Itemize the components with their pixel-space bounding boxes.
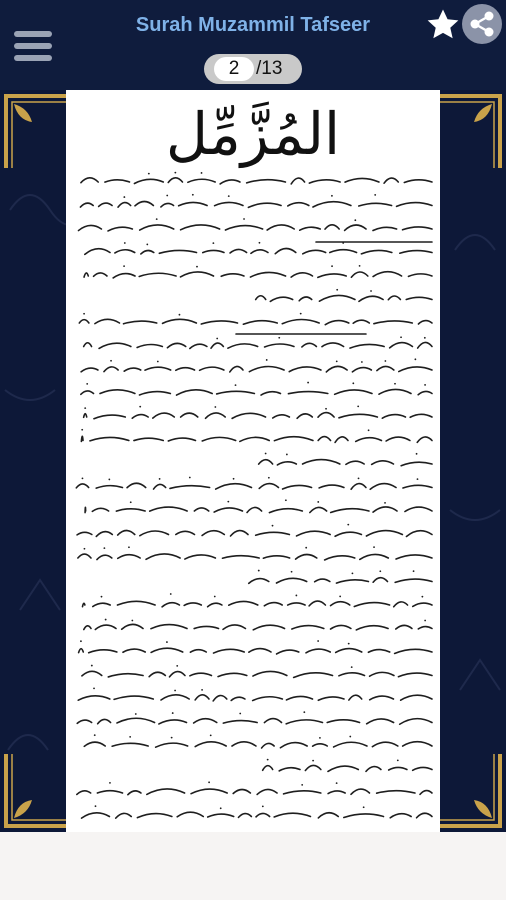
page-viewer[interactable] [0,90,506,832]
page-total: /13 [256,58,283,79]
scanned-page [66,90,440,832]
bottom-area [0,832,506,900]
star-icon [424,6,462,44]
page-indicator [204,54,302,84]
surah-heading: المُزَّمِّل [165,100,341,168]
top-app-bar [0,0,506,90]
favorite-button[interactable] [424,6,462,44]
share-button[interactable] [462,4,502,44]
share-icon [462,4,502,44]
handwritten-urdu-text [66,90,440,832]
page-number-input[interactable]: 2 [214,57,254,81]
app-title: Surah Muzammil Tafseer [135,14,371,36]
